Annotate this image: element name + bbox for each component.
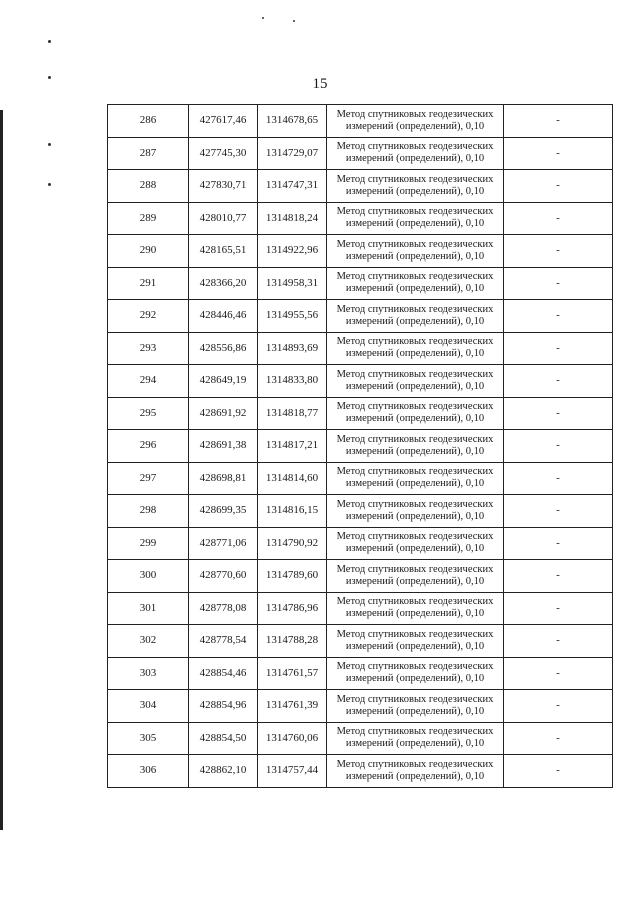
method-line-2: измерений (определений), 0,10 [345, 380, 485, 392]
table-row [108, 202, 613, 235]
method-line-2: измерений (определений), 0,10 [345, 640, 485, 652]
coordinate-x: 428556,86 [189, 332, 258, 365]
point-number: 305 [108, 722, 189, 755]
method-line-1: Метод спутниковых геодезических [336, 108, 494, 120]
method-line-1: Метод спутниковых геодезических [336, 206, 494, 218]
page-number: 15 [312, 76, 328, 92]
coordinate-x: 427617,46 [189, 105, 258, 138]
note-cell: - [504, 235, 613, 268]
coordinate-x: 428854,50 [189, 722, 258, 755]
point-number: 298 [108, 495, 189, 528]
note-cell: - [504, 755, 613, 788]
table-row [108, 560, 613, 593]
method-line-2: измерений (определений), 0,10 [345, 413, 485, 425]
coordinate-y: 1314818,24 [258, 202, 327, 235]
note-cell: - [504, 397, 613, 430]
method-line-1: Метод спутниковых геодезических [336, 531, 494, 543]
coordinate-x: 428698,81 [189, 462, 258, 495]
coordinate-x: 428770,60 [189, 560, 258, 593]
method-cell [327, 430, 504, 463]
binding-edge [0, 110, 3, 830]
method-line-2: измерений (определений), 0,10 [345, 608, 485, 620]
method-line-2: измерений (определений), 0,10 [345, 218, 485, 230]
method-line-1: Метод спутниковых геодезических [336, 628, 494, 640]
method-cell [327, 170, 504, 203]
method-line-1: Метод спутниковых геодезических [336, 758, 494, 770]
point-number: 289 [108, 202, 189, 235]
method-line-1: Метод спутниковых геодезических [336, 498, 494, 510]
coordinate-y: 1314955,56 [258, 300, 327, 333]
table-row [108, 592, 613, 625]
point-number: 297 [108, 462, 189, 495]
table-row [108, 300, 613, 333]
coordinate-y: 1314789,60 [258, 560, 327, 593]
method-cell [327, 267, 504, 300]
table-row [108, 397, 613, 430]
point-number: 296 [108, 430, 189, 463]
coordinate-y: 1314814,60 [258, 462, 327, 495]
coordinate-x: 427830,71 [189, 170, 258, 203]
method-line-2: измерений (определений), 0,10 [345, 315, 485, 327]
method-cell [327, 560, 504, 593]
coordinate-y: 1314893,69 [258, 332, 327, 365]
method-cell [327, 235, 504, 268]
coordinate-x: 428366,20 [189, 267, 258, 300]
method-line-2: измерений (определений), 0,10 [345, 120, 485, 132]
coordinate-x: 428691,38 [189, 430, 258, 463]
coordinates-table [107, 104, 613, 788]
table-row [108, 722, 613, 755]
note-cell: - [504, 560, 613, 593]
method-line-1: Метод спутниковых геодезических [336, 596, 494, 608]
note-cell: - [504, 332, 613, 365]
method-cell [327, 462, 504, 495]
coordinate-y: 1314816,15 [258, 495, 327, 528]
coordinate-y: 1314818,77 [258, 397, 327, 430]
coordinate-y: 1314678,65 [258, 105, 327, 138]
method-cell [327, 105, 504, 138]
method-line-2: измерений (определений), 0,10 [345, 348, 485, 360]
scan-speck [48, 40, 51, 43]
coordinate-y: 1314761,57 [258, 657, 327, 690]
point-number: 287 [108, 137, 189, 170]
coordinate-x: 427745,30 [189, 137, 258, 170]
coordinate-y: 1314817,21 [258, 430, 327, 463]
scan-speck [48, 183, 51, 186]
coordinate-y: 1314788,28 [258, 625, 327, 658]
method-line-1: Метод спутниковых геодезических [336, 238, 494, 250]
note-cell: - [504, 625, 613, 658]
table-row [108, 755, 613, 788]
table-row [108, 267, 613, 300]
note-cell: - [504, 495, 613, 528]
scan-speck [48, 143, 51, 146]
method-line-1: Метод спутниковых геодезических [336, 173, 494, 185]
method-line-2: измерений (определений), 0,10 [345, 185, 485, 197]
method-cell [327, 202, 504, 235]
table-row [108, 657, 613, 690]
note-cell: - [504, 462, 613, 495]
note-cell: - [504, 690, 613, 723]
point-number: 288 [108, 170, 189, 203]
coordinate-x: 428446,46 [189, 300, 258, 333]
table-row [108, 625, 613, 658]
table-row [108, 527, 613, 560]
coordinate-y: 1314786,96 [258, 592, 327, 625]
point-number: 300 [108, 560, 189, 593]
method-line-2: измерений (определений), 0,10 [345, 445, 485, 457]
table-row [108, 462, 613, 495]
note-cell: - [504, 300, 613, 333]
method-line-1: Метод спутниковых геодезических [336, 433, 494, 445]
note-cell: - [504, 722, 613, 755]
point-number: 302 [108, 625, 189, 658]
note-cell: - [504, 170, 613, 203]
point-number: 303 [108, 657, 189, 690]
method-line-1: Метод спутниковых геодезических [336, 336, 494, 348]
table-row [108, 105, 613, 138]
point-number: 291 [108, 267, 189, 300]
note-cell: - [504, 202, 613, 235]
method-line-1: Метод спутниковых геодезических [336, 466, 494, 478]
coordinate-y: 1314790,92 [258, 527, 327, 560]
method-line-2: измерений (определений), 0,10 [345, 575, 485, 587]
note-cell: - [504, 527, 613, 560]
coordinate-y: 1314761,39 [258, 690, 327, 723]
table-row [108, 690, 613, 723]
method-line-2: измерений (определений), 0,10 [345, 673, 485, 685]
coordinate-y: 1314757,44 [258, 755, 327, 788]
table-row [108, 495, 613, 528]
method-line-1: Метод спутниковых геодезических [336, 401, 494, 413]
method-line-1: Метод спутниковых геодезических [336, 368, 494, 380]
method-cell [327, 495, 504, 528]
coordinate-x: 428862,10 [189, 755, 258, 788]
point-number: 295 [108, 397, 189, 430]
method-cell [327, 690, 504, 723]
scan-speck [293, 20, 295, 22]
point-number: 292 [108, 300, 189, 333]
coordinate-x: 428778,54 [189, 625, 258, 658]
coordinate-x: 428699,35 [189, 495, 258, 528]
coordinate-y: 1314958,31 [258, 267, 327, 300]
method-line-1: Метод спутниковых геодезических [336, 141, 494, 153]
point-number: 304 [108, 690, 189, 723]
note-cell: - [504, 430, 613, 463]
note-cell: - [504, 105, 613, 138]
method-cell [327, 625, 504, 658]
coordinate-x: 428854,46 [189, 657, 258, 690]
method-line-1: Метод спутниковых геодезических [336, 726, 494, 738]
method-line-2: измерений (определений), 0,10 [345, 738, 485, 750]
table-row [108, 235, 613, 268]
coordinate-y: 1314729,07 [258, 137, 327, 170]
method-cell [327, 332, 504, 365]
note-cell: - [504, 592, 613, 625]
method-cell [327, 755, 504, 788]
method-cell [327, 657, 504, 690]
method-line-1: Метод спутниковых геодезических [336, 563, 494, 575]
note-cell: - [504, 137, 613, 170]
coordinate-x: 428854,96 [189, 690, 258, 723]
point-number: 286 [108, 105, 189, 138]
method-cell [327, 137, 504, 170]
method-line-2: измерений (определений), 0,10 [345, 478, 485, 490]
method-line-2: измерений (определений), 0,10 [345, 153, 485, 165]
method-cell [327, 592, 504, 625]
coordinate-y: 1314760,06 [258, 722, 327, 755]
coordinate-x: 428771,06 [189, 527, 258, 560]
method-cell [327, 397, 504, 430]
method-line-2: измерений (определений), 0,10 [345, 250, 485, 262]
point-number: 301 [108, 592, 189, 625]
coordinate-x: 428691,92 [189, 397, 258, 430]
method-line-2: измерений (определений), 0,10 [345, 705, 485, 717]
method-line-2: измерений (определений), 0,10 [345, 510, 485, 522]
scan-speck [262, 17, 264, 19]
table-row [108, 137, 613, 170]
method-line-1: Метод спутниковых геодезических [336, 303, 494, 315]
table-row [108, 332, 613, 365]
note-cell: - [504, 267, 613, 300]
point-number: 299 [108, 527, 189, 560]
table-row [108, 365, 613, 398]
method-cell [327, 300, 504, 333]
coordinate-y: 1314747,31 [258, 170, 327, 203]
point-number: 306 [108, 755, 189, 788]
note-cell: - [504, 657, 613, 690]
method-line-2: измерений (определений), 0,10 [345, 770, 485, 782]
method-line-1: Метод спутниковых геодезических [336, 661, 494, 673]
coordinate-x: 428165,51 [189, 235, 258, 268]
method-line-1: Метод спутниковых геодезических [336, 271, 494, 283]
note-cell: - [504, 365, 613, 398]
table-row [108, 170, 613, 203]
point-number: 290 [108, 235, 189, 268]
method-cell [327, 527, 504, 560]
table-row [108, 430, 613, 463]
method-line-2: измерений (определений), 0,10 [345, 283, 485, 295]
method-cell [327, 722, 504, 755]
point-number: 293 [108, 332, 189, 365]
point-number: 294 [108, 365, 189, 398]
coordinate-x: 428778,08 [189, 592, 258, 625]
method-line-1: Метод спутниковых геодезических [336, 693, 494, 705]
method-line-2: измерений (определений), 0,10 [345, 543, 485, 555]
coordinate-x: 428649,19 [189, 365, 258, 398]
coordinate-x: 428010,77 [189, 202, 258, 235]
coordinate-y: 1314833,80 [258, 365, 327, 398]
coordinate-y: 1314922,96 [258, 235, 327, 268]
method-cell [327, 365, 504, 398]
